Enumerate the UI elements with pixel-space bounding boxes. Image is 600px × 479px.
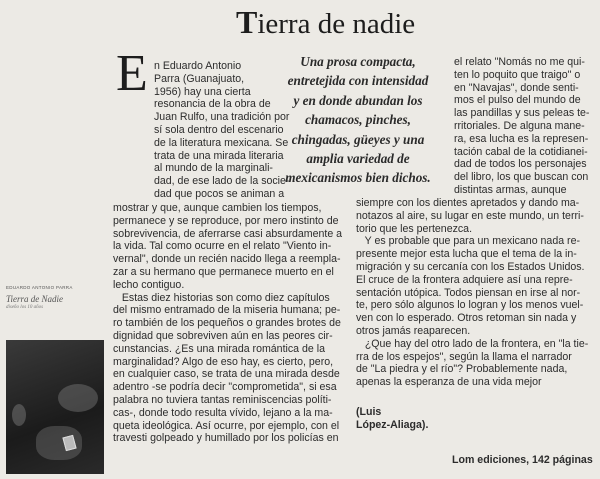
book-cover-subtitle: diseño los 10 años: [6, 305, 44, 310]
column-1-2-text: mostrar y que, aunque cambien los tiempos, permanece y se reproduce, por mero instinto de sobrevivencia, de aferrarse casi absurdamente a la vida. Tal como ocurre en el relato "Viento in- vernal", donde un recién nacido llega a reempla- zar a su hermano que permanece muerto en el lecho contiguo. Estas diez historias son como diez capítulos del mismo entramado de la miseria humana; pe- ro también de los pequeños o grandes brotes de dignidad que sobreviven aún en las peores cir- cunstancias. ¿Es una mirada romántica de la marginalidad? Algo de eso hay, es cierto, pero, en cualquier caso, se trata de una mirada desde adentro -se podría decir "comprometida", si esa palabra no tuviera tantas reminiscencias políti- cas-, donde todo resulta vívido, lejano a la ma- queta ideológica. Así ocurre, por ejemplo, con el travesti golpeado y humillado por los policías en: [113, 202, 343, 445]
column-2-3-text: siempre con los dientes apretados y dando ma- notazos al aire, su lugar en este mundo, un terri- torio que les pertenezca. Y es probable que para un mexicano nada re- presente mejor esta lucha que el tema de la in- migración y su cercanía con los Estados Unidos. El cruce de la frontera adquiere así una repre- sentación utópica. Todos piensan en irse al nor- te, pero sólo algunos lo logran y los menos vuel- ven con lo esperado. Otros retoman sin nada y otros jamás reaparecen. ¿Que hay del otro lado de la frontera, en "la tie- rra de los espejos", según la llama el narrador de "La piedra y el río"? Probablemente nada, apenas la esperanza de una vida mejor: [356, 197, 589, 389]
photo-shape: [12, 404, 26, 426]
pull-quote: Una prosa compacta, entretejida con intensidad y en donde abundan los chamacos, pinches, chingadas, güeyes y una amplia variedad de mexicanismos bien dichos.: [285, 54, 431, 186]
drop-cap: E: [116, 45, 148, 102]
column-3-top-text: el relato "Nomás no me qui- ten lo poquito que traigo" o en "Navajas", donde senti- mos el pulso del mundo de las pandillas y sus peleas te- rritoriales. De alguna mane- ra, esa lucha es la represen- tación cabal de la cotidianei- dad de todos los personajes del libro, los que buscan con distintas armas, aunque: [454, 56, 590, 196]
book-cover-photo: [6, 340, 104, 474]
book-cover-author: EDUARDO ANTONIO PARRA: [6, 285, 73, 290]
column-1-top-text: n Eduardo Antonio Parra (Guanajuato, 1956) hay una cierta resonancia de la obra de Juan Rulfo, una tradición por sí sola dentro del escenario de la literatura mexicana. Se trata de una mirada literaria al mundo de la marginali- dad, de ese lado de la socie- dad que pocos se animan a: [154, 60, 290, 200]
publisher-info: Lom ediciones, 142 páginas: [452, 454, 593, 466]
book-cover-title: Tierra de Nadie: [6, 294, 64, 304]
article-title: Tierra de nadie: [236, 4, 416, 40]
author-signature: (Luis López-Aliaga).: [356, 406, 429, 431]
photo-shape: [58, 384, 98, 412]
